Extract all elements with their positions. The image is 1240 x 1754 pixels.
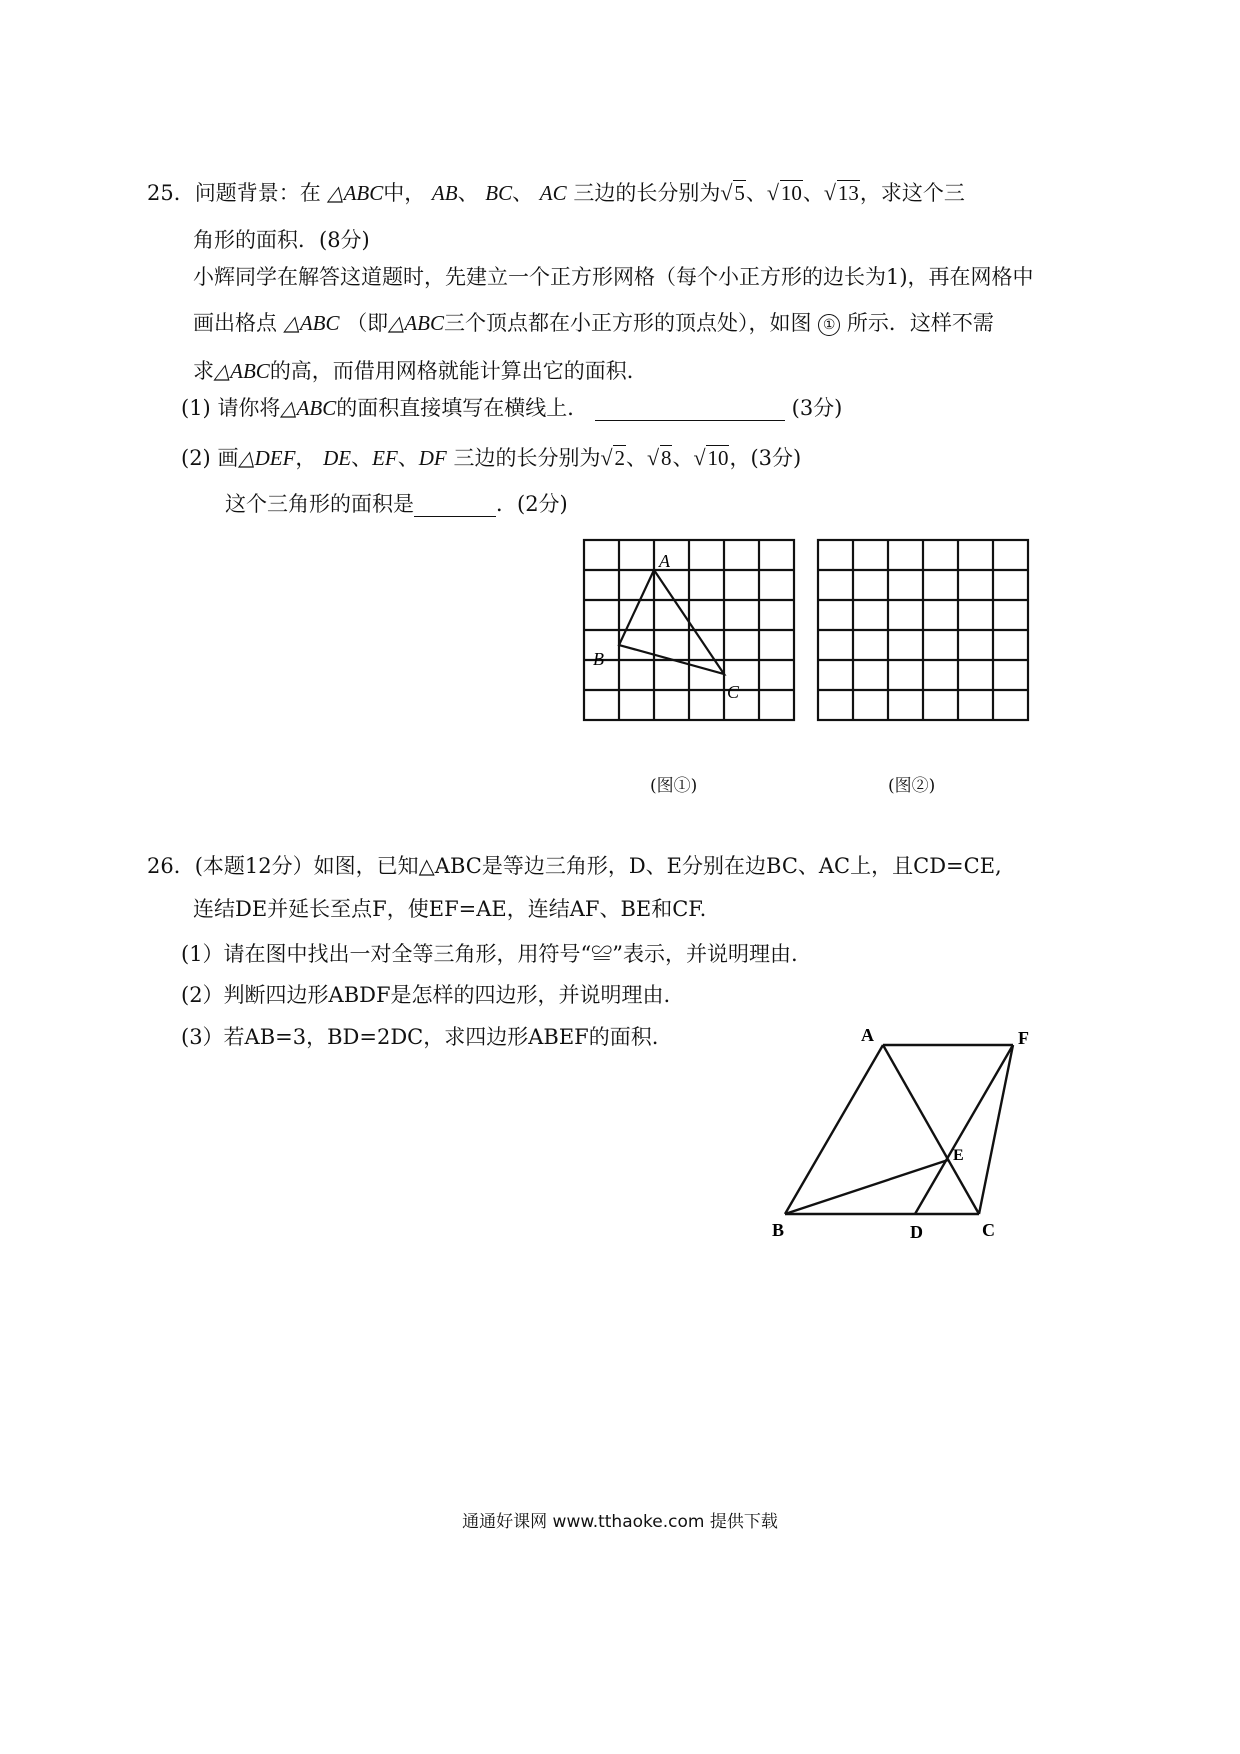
q25-line4-c: 三个顶点都在小正方形的顶点处），如图 <box>444 311 812 335</box>
q25-line5-a: 求 <box>193 359 214 383</box>
page-footer: 通通好课网 www.tthaoke.com 提供下载 <box>462 1512 778 1532</box>
q25-part2b-score: ．(2分) <box>496 492 568 516</box>
answer-blank-1[interactable] <box>595 398 785 421</box>
q25-part2: (2) 画△DEF， DE、EF、DF 三边的长分别为√ 2、√ 8、√ 10，(3分) <box>181 446 801 471</box>
q25-intro-c: 三边的长分别为 <box>573 181 721 205</box>
q25-line3: 小辉同学在解答这道题时，先建立一个正方形网格（每个小正方形的边长为1)，再在网格中 <box>193 265 1034 289</box>
q25-line1: 25．问题背景：在 △ABC中， AB、 BC、 AC 三边的长分别为√ 5、√ 10、√ 13，求这个三 <box>147 181 965 206</box>
q25-part1-text2: 的面积直接填写在横线上． <box>336 396 589 420</box>
sqrt-10 <box>767 181 803 206</box>
sqrt-2 <box>600 446 626 471</box>
q25-line4-b: （即 <box>346 311 389 335</box>
q25-line5 <box>193 359 648 384</box>
grid-figure-1 <box>580 536 806 726</box>
q25-part2-score: ，(3分) <box>729 446 802 470</box>
vertex-label-c: C <box>727 682 740 702</box>
triangle-abc <box>619 570 724 674</box>
sqrt-8 <box>647 446 673 471</box>
q25-line5-b: 的高，而借用网格就能计算出它的面积． <box>269 359 648 383</box>
vertex-label-a: A <box>659 551 670 571</box>
sqrt-13-radicand: 13 <box>837 181 859 205</box>
q26-line2: 连结DE并延长至点F，使EF=AE，连结AF、BE和CF. <box>193 897 707 921</box>
point-label-b: B <box>772 1220 785 1240</box>
sqrt-10b <box>693 446 729 471</box>
q25-part1 <box>181 396 842 421</box>
grid-figure-2 <box>814 536 1040 726</box>
geometry-figure-q26 <box>760 1020 1060 1250</box>
q25-side-bc: BC <box>485 181 513 205</box>
point-label-a: A <box>861 1025 874 1045</box>
q25-part2-number: (2) <box>181 446 211 470</box>
q25-part2b <box>225 492 568 517</box>
q25-part1-tri: △ABC <box>280 396 337 420</box>
q25-side-ac: AC <box>539 181 567 205</box>
q26-line1: 26．(本题12分）如图，已知△ABC是等边三角形，D、E分别在边BC、AC上，且CD=CE, <box>147 854 1002 878</box>
q25-line4-tri: △ABC <box>283 311 340 335</box>
q25-triangle-abc: △ABC <box>327 181 384 205</box>
sqrt-8-radicand: 8 <box>660 446 672 470</box>
q25-part1-text: 请你将 <box>217 396 281 420</box>
answer-blank-2[interactable] <box>414 494 496 517</box>
point-label-e: E <box>953 1147 964 1164</box>
q25-line4-d: 所示．这样不需 <box>846 311 994 335</box>
point-label-f: F <box>1018 1028 1029 1048</box>
q25-number: 25． <box>147 181 195 205</box>
q25-line4 <box>193 311 994 336</box>
sqrt-5-radicand: 5 <box>734 181 745 205</box>
q25-line4-a: 画出格点 <box>193 311 277 335</box>
sqrt-5 <box>720 181 746 206</box>
q25-intro-b: 中， <box>383 181 426 205</box>
sqrt-10b-radicand: 10 <box>707 446 729 470</box>
q25-side-df: DF <box>418 446 447 470</box>
sqrt-2-radicand: 2 <box>614 446 625 470</box>
q25-part1-score: (3分) <box>791 396 843 420</box>
q25-part2b-text: 这个三角形的面积是 <box>225 492 414 516</box>
q25-intro-a: 问题背景：在 <box>194 181 321 205</box>
q25-part2-text2: 三边的长分别为 <box>453 446 601 470</box>
figure-1-reference: ① <box>818 314 840 336</box>
point-label-d: D <box>910 1222 923 1242</box>
figure-1-caption: (图①) <box>650 776 698 796</box>
point-label-c: C <box>982 1220 995 1240</box>
q25-part2-sep: ， <box>295 446 317 470</box>
q25-side-de: DE <box>323 446 352 470</box>
q25-sep2: 、 <box>512 181 534 205</box>
q26-part1: (1）请在图中找出一对全等三角形，用符号“≌”表示，并说明理由. <box>181 942 798 966</box>
q25-part1-number: (1) <box>181 396 211 420</box>
sqrt-10-radicand: 10 <box>780 181 802 205</box>
grid-1-lines <box>584 540 794 720</box>
q25-side-ef: EF <box>372 446 398 470</box>
q25-intro-d: ，求这个三 <box>859 181 965 205</box>
q26-part2: (2）判断四边形ABDF是怎样的四边形，并说明理由. <box>181 983 671 1007</box>
q25-triangle-def: △DEF <box>238 446 296 470</box>
grid-2-lines <box>818 540 1028 720</box>
q26-part3: (3）若AB=3，BD=2DC，求四边形ABEF的面积. <box>181 1025 659 1049</box>
figure-2-caption: (图②) <box>888 776 936 796</box>
q25-line4-tri2: △ABC <box>388 311 444 335</box>
q25-side-ab: AB <box>431 181 458 205</box>
q25-sep1: 、 <box>457 181 479 205</box>
figure-q26-lines <box>785 1045 1013 1214</box>
q25-line2: 角形的面积．(8分) <box>193 228 370 252</box>
vertex-label-b: B <box>593 649 604 669</box>
q25-part2-text: 画 <box>217 446 239 470</box>
sqrt-13 <box>824 181 860 206</box>
q25-line5-tri: △ABC <box>214 359 270 383</box>
